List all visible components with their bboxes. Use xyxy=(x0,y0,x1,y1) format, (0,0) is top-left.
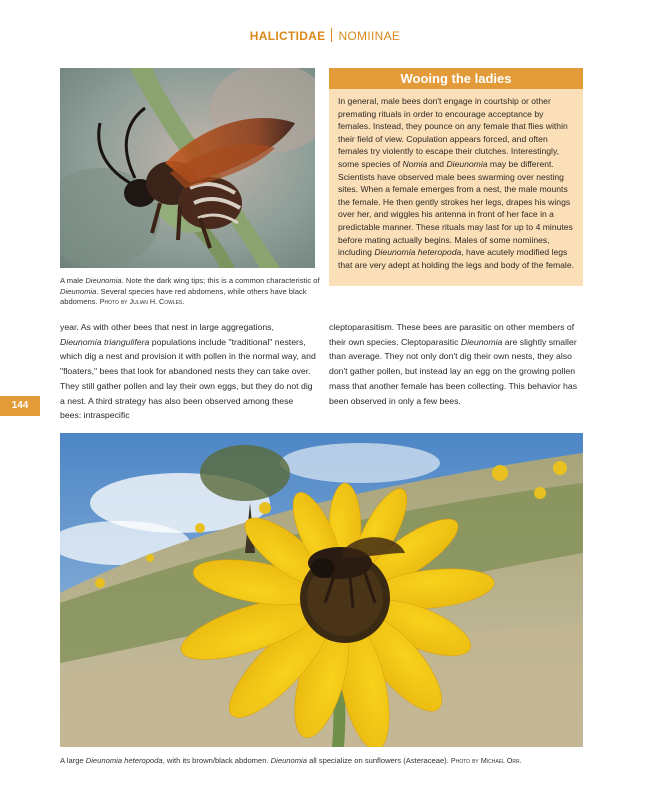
body-column-left xyxy=(60,320,316,423)
text-run: year. As with other bees that nest in large aggregations, xyxy=(60,322,274,332)
text-run: all specialize on sunflowers (Asteraceae). xyxy=(306,756,451,765)
text-run: and xyxy=(427,158,447,169)
page-number: 144 xyxy=(0,396,40,416)
italic-text-run: Dieunomia xyxy=(446,158,488,169)
text-run: are slightly smaller than average. They not only don't dig their own nests, they also don't gather pollen, but instead lay an egg on the growing pollen mass that another female has been collecting. This behavior has been observed in only a few bees. xyxy=(329,336,578,406)
text-run: , with its brown/black abdomen. xyxy=(162,756,271,765)
sidebar-body xyxy=(329,89,583,271)
text-run: , have acutely modified legs that are very adept at holding the legs and body of the female. xyxy=(338,247,575,270)
sidebar-box xyxy=(329,68,583,286)
italic-text-run: Dieunomia xyxy=(270,756,307,765)
text-run: populations include "traditional" nesters, which dig a nest and provision it with pollen in the normal way, and "floaters," bees that look for abandoned nests they can take over. They still gather pollen and lay their own eggs, but they do not dig a nest. A third strategy has also been observed among these bees: intraspecific xyxy=(60,336,316,421)
sunflower-photo xyxy=(60,433,583,747)
italic-text-run: Dieunomia xyxy=(460,336,503,347)
header-family: HALICTIDAE xyxy=(249,29,326,43)
header-subfamily: NOMIINAE xyxy=(338,29,401,43)
photo-credit: Photo by Julian H. Cowles. xyxy=(99,297,185,306)
italic-text-run: Dieunomia xyxy=(85,276,122,285)
running-header xyxy=(0,28,650,43)
italic-text-run: Dieunomia xyxy=(60,286,97,296)
sidebar-title: Wooing the ladies xyxy=(329,68,583,89)
text-run: A large xyxy=(60,756,86,765)
italic-text-run: Nomia xyxy=(402,158,428,169)
bee-photo-caption xyxy=(60,276,322,308)
text-run: A male xyxy=(60,276,86,285)
italic-text-run: Dieunomia heteropoda xyxy=(374,247,462,258)
italic-text-run: Dieunomia triangulifera xyxy=(60,336,150,347)
text-run: cleptoparasitism. These bees are parasitic on other members of their own species. Cleptoparasitic xyxy=(329,322,575,347)
header-divider xyxy=(331,28,332,42)
sunflower-photo-caption xyxy=(60,756,590,766)
photo-credit: Photo by Michael Orr. xyxy=(450,756,522,765)
text-run: . Several species have red abdomens, while others have black abdomens. xyxy=(60,286,307,306)
italic-text-run: Dieunomia heteropoda xyxy=(85,756,163,765)
bee-photo xyxy=(60,68,315,268)
text-run: may be different. Scientists have observed male bees swarming over nesting sites. When a female emerges from a nest, the male mounts the female. He then gently strokes her legs, drapes his wings over her, and wiggles his antenna in front of her face in a predictable manner. These rituals may last for up to 4 minutes before mating actually begins. Males of some nomiines, including xyxy=(338,158,573,258)
body-column-right xyxy=(329,320,585,408)
text-run: . Note the dark wing tips; this is a common characteristic of xyxy=(121,276,320,285)
text-run: In general, male bees don't engage in courtship or other premating rituals in order to encourage acceptance by females. Instead, they pounce on any female that flies within their field of view. Copulation appears forced, and often females try violently to escape their clutches. Interestingly, some species of xyxy=(338,96,568,169)
